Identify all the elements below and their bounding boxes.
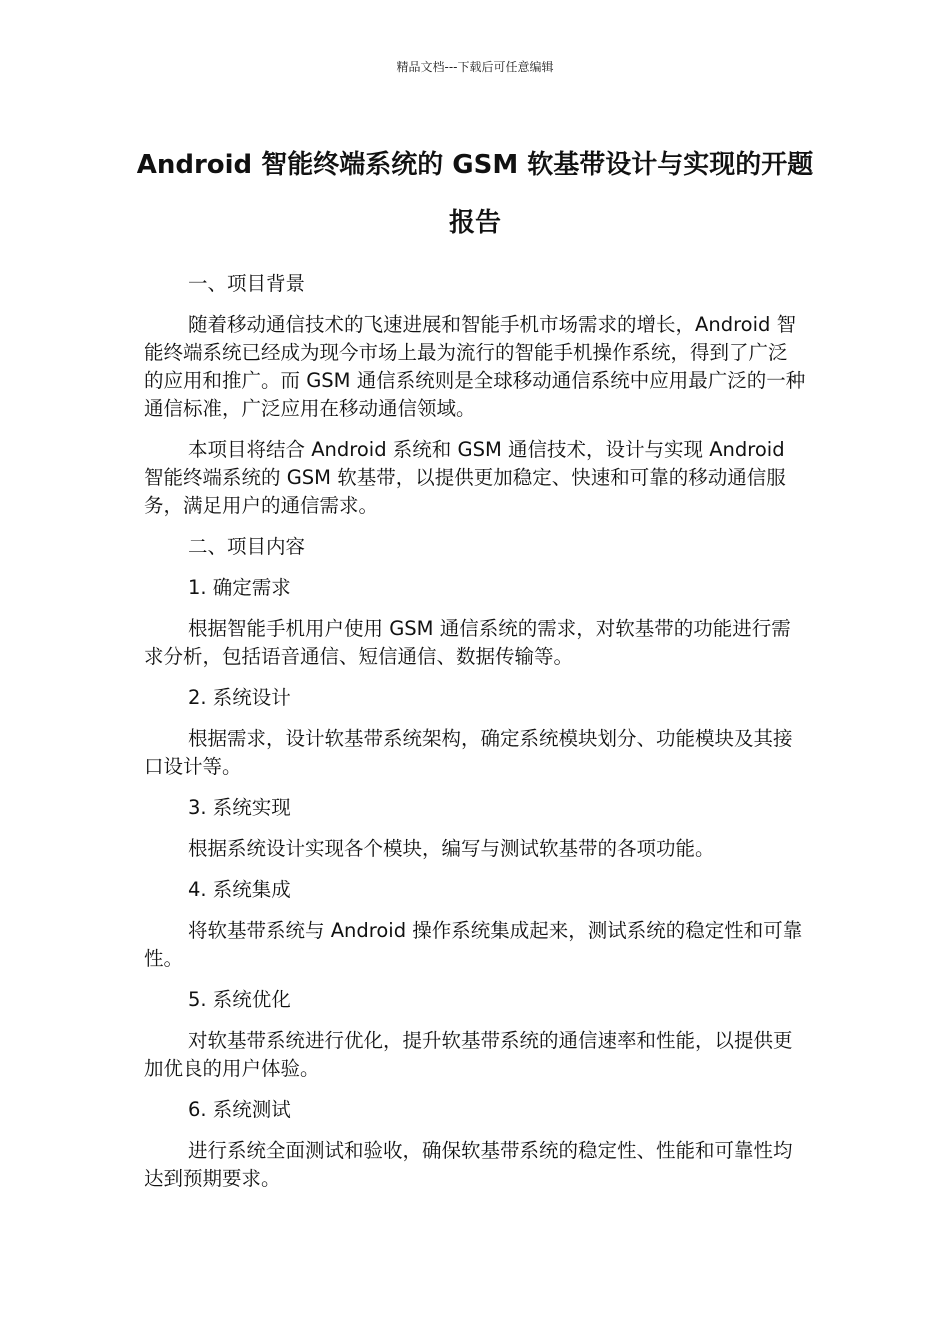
section-heading-content: 二、项目内容 <box>188 535 306 558</box>
document-title: Android 智能终端系统的 GSM 软基带设计与实现的开题报告 <box>136 150 814 238</box>
paragraph: 根据需求，设计软基带系统架构，确定系统模块划分、功能模块及其接口设计等。 <box>144 727 793 778</box>
subheading-system-optimization: 5. 系统优化 <box>188 988 291 1011</box>
paragraph: 对软基带系统进行优化，提升软基带系统的通信速率和性能，以提供更加优良的用户体验。 <box>144 1029 793 1080</box>
paragraph: 进行系统全面测试和验收，确保软基带系统的稳定性、性能和可靠性均达到预期要求。 <box>144 1139 793 1190</box>
subheading-system-integration: 4. 系统集成 <box>188 878 291 901</box>
subheading-system-implementation: 3. 系统实现 <box>188 796 291 819</box>
paragraph: 根据系统设计实现各个模块，编写与测试软基带的各项功能。 <box>188 837 715 860</box>
section-heading-background: 一、项目背景 <box>188 272 306 295</box>
paragraph: 根据智能手机用户使用 GSM 通信系统的需求，对软基带的功能进行需求分析，包括语音通信、短信通信、数据传输等。 <box>144 617 791 668</box>
document-body <box>144 270 806 1206</box>
header-note: 精品文档---下载后可任意编辑 <box>396 60 554 74</box>
paragraph: 本项目将结合 Android 系统和 GSM 通信技术，设计与实现 Android 智能终端系统的 GSM 软基带，以提供更加稳定、快速和可靠的移动通信服务，满足用户的通信需求。 <box>144 438 786 517</box>
subheading-system-testing: 6. 系统测试 <box>188 1098 291 1121</box>
paragraph: 随着移动通信技术的飞速进展和智能手机市场需求的增长，Android 智能终端系统已经成为现今市场上最为流行的智能手机操作系统，得到了广泛的应用和推广。而 GSM 通信系统则是全球移动通信系统中应用最广泛的一种通信标准，广泛应用在移动通信领域。 <box>144 313 806 420</box>
subheading-requirements: 1. 确定需求 <box>188 576 291 599</box>
subheading-system-design: 2. 系统设计 <box>188 686 291 709</box>
paragraph: 将软基带系统与 Android 操作系统集成起来，测试系统的稳定性和可靠性。 <box>144 919 803 970</box>
